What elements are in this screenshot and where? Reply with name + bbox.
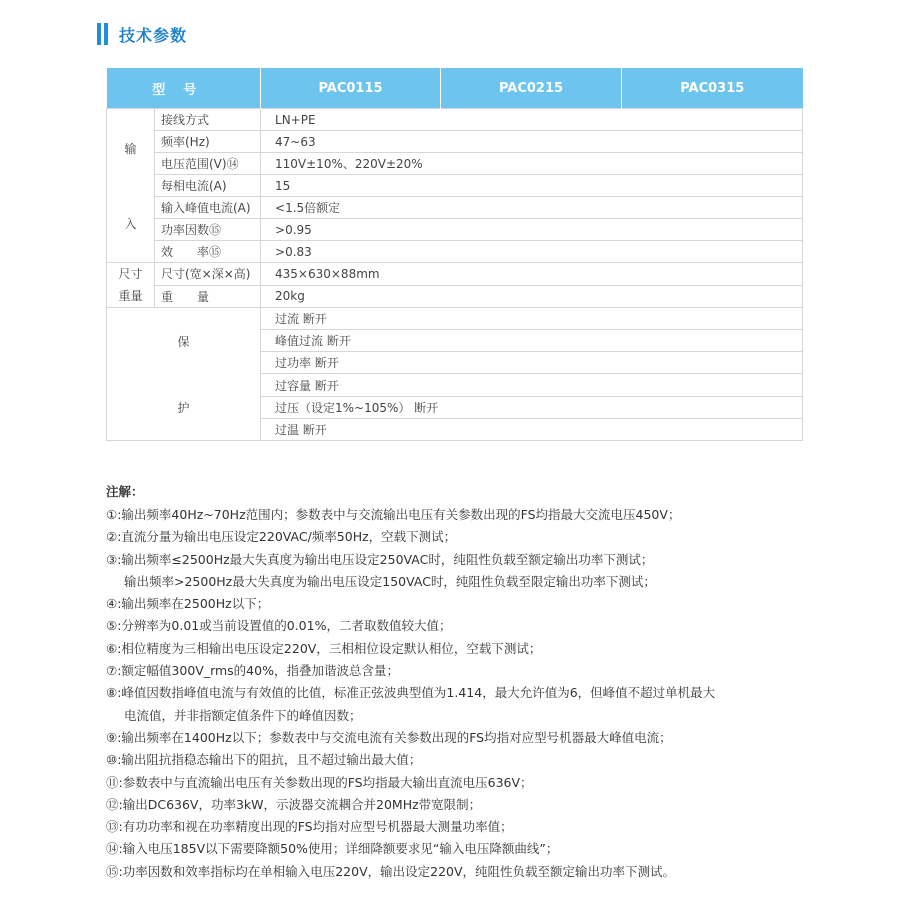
note-line: ⑧:峰值因数指峰值电流与有效值的比值，标准正弦波典型值为1.414，最大允许值为6，但峰值不超过单机最大 <box>106 685 716 701</box>
row-label: 频率(Hz) <box>155 131 261 153</box>
row-label: 效 率⑮ <box>155 241 261 263</box>
table-row <box>107 197 803 219</box>
note-line: ⑨:输出频率在1400Hz以下；参数表中与交流电流有关参数出现的FS均指对应型号机器最大峰值电流； <box>106 729 672 745</box>
header-pac0215: PAC0215 <box>441 68 622 109</box>
table-row <box>107 241 803 263</box>
table-header-row <box>107 68 803 109</box>
accent-bar <box>104 23 108 45</box>
section-title: 技术参数 <box>119 25 188 45</box>
row-value: 峰值过流 断开 <box>261 330 803 352</box>
group-label: 输 <box>124 141 137 156</box>
note-line: ⑦:额定幅值300V_rms的40%，指叠加谐波总含量； <box>106 663 399 679</box>
row-value: 过温 断开 <box>261 418 803 440</box>
note-line: ⑮:功率因数和效率指标均在单相输入电压220V，输出设定220V，纯阻性负载至额定输出功率下测试。 <box>106 863 676 879</box>
table-row <box>107 153 803 175</box>
row-label: 功率因数⑮ <box>155 219 261 241</box>
group-label: 保 <box>177 334 190 349</box>
table-row <box>107 175 803 197</box>
note-line: ⑬:有功功率和视在功率精度出现的FS均指对应型号机器最大测量功率值； <box>106 819 513 835</box>
table-row <box>107 131 803 153</box>
row-value: 20kg <box>261 285 803 308</box>
section-header <box>97 22 187 46</box>
group-label: 入 <box>124 216 137 231</box>
row-label: 重 量 <box>155 285 261 308</box>
group-label: 尺寸 <box>118 267 143 281</box>
table-row <box>107 219 803 241</box>
note-line: ⑭:输入电压185V以下需要降额50%使用；详细降额要求见“输入电压降额曲线”； <box>106 841 559 857</box>
note-line: ⑪:参数表中与直流输出电压有关参数出现的FS均指最大输出直流电压636V； <box>106 774 533 790</box>
row-label: 输入峰值电流(A) <box>155 197 261 219</box>
header-pac0315: PAC0315 <box>622 68 803 109</box>
row-label: 电压范围(V)⑭ <box>155 153 261 175</box>
row-value: 47~63 <box>261 131 803 153</box>
row-label: 每相电流(A) <box>155 175 261 197</box>
row-value: 过流 断开 <box>261 308 803 330</box>
table-row <box>107 263 803 286</box>
row-value: 过功率 断开 <box>261 352 803 374</box>
note-line: ④:输出频率在2500Hz以下； <box>106 596 270 612</box>
table-row <box>107 109 803 131</box>
notes-heading: 注解： <box>106 484 144 499</box>
row-value: 110V±10%、220V±20% <box>261 153 803 175</box>
row-label: 接线方式 <box>155 109 261 131</box>
row-value: >0.83 <box>261 241 803 263</box>
note-line: ⑩:输出阻抗指稳态输出下的阻抗，且不超过输出最大值； <box>106 752 422 768</box>
row-value: 过压（设定1%~105%） 断开 <box>261 396 803 418</box>
accent-bar <box>97 23 101 45</box>
row-label: 尺寸(宽×深×高) <box>155 263 261 286</box>
group-size <box>107 263 155 308</box>
note-line: ⑥:相位精度为三相输出电压设定220V，三相相位设定默认相位，空载下测试； <box>106 640 542 656</box>
group-label: 重量 <box>118 289 143 303</box>
row-value: 435×630×88mm <box>261 263 803 286</box>
row-value: <1.5倍额定 <box>261 197 803 219</box>
table-row <box>107 308 803 330</box>
header-model: 型号 <box>107 68 261 109</box>
table-row <box>107 285 803 308</box>
row-value: LN+PE <box>261 109 803 131</box>
row-value: >0.95 <box>261 219 803 241</box>
note-line: 电流值，并非指额定值条件下的峰值因数； <box>124 707 362 723</box>
notes-section <box>106 482 806 883</box>
group-input <box>107 109 155 263</box>
group-label: 护 <box>177 400 190 415</box>
group-protect <box>107 308 261 441</box>
note-line: 输出频率>2500Hz最大失真度为输出电压设定150VAC时，纯阻性负载至限定输出功率下测试； <box>124 573 656 589</box>
note-line: ⑫:输出DC636V，功率3kW，示波器交流耦合并20MHz带宽限制； <box>106 796 482 812</box>
row-value: 15 <box>261 175 803 197</box>
note-line: ①:输出频率40Hz~70Hz范围内；参数表中与交流输出电压有关参数出现的FS均指最大交流电压450V； <box>106 507 681 522</box>
spec-table <box>106 68 803 441</box>
header-pac0115: PAC0115 <box>261 68 441 109</box>
note-line: ②:直流分量为输出电压设定220VAC/频率50Hz，空载下测试； <box>106 529 457 545</box>
row-value: 过容量 断开 <box>261 374 803 396</box>
note-line: ③:输出频率≤2500Hz最大失真度为输出电压设定250VAC时，纯阻性负载至额定输出功率下测试； <box>106 551 654 567</box>
note-line: ⑤:分辨率为0.01或当前设置值的0.01%，二者取数值较大值； <box>106 618 452 634</box>
